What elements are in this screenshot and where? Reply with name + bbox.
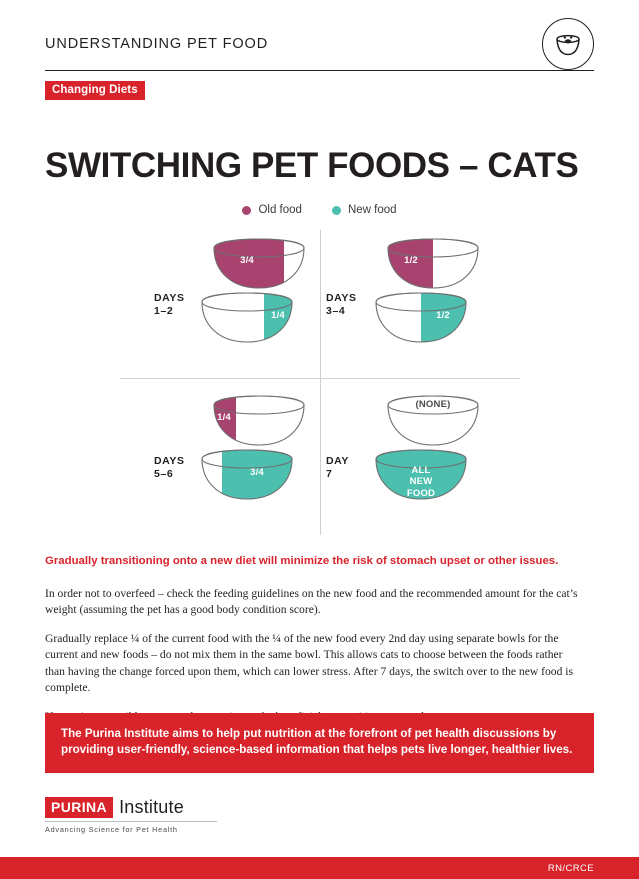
bowl-pair-days-5-6 <box>198 387 320 535</box>
day-label-1-2 <box>154 292 185 318</box>
page-title: UNDERSTANDING PET FOOD <box>45 36 269 52</box>
bowl-new-food <box>372 290 470 346</box>
chart-legend <box>0 204 639 216</box>
bowl-amount-label: ALL NEW FOOD <box>406 465 436 499</box>
bowl-amount-label: 1/2 <box>404 255 418 266</box>
quadrant-day-7 <box>320 387 520 535</box>
institute-wordmark: Institute <box>119 797 184 817</box>
footer-bar <box>0 857 639 879</box>
day-label-line1: DAYS <box>154 292 185 304</box>
purina-wordmark: PURINA <box>45 797 113 818</box>
bowl-new-food <box>198 447 296 503</box>
day-label-line1: DAYS <box>154 455 185 467</box>
bowl-old-food <box>384 236 482 292</box>
pet-bowl-circle-icon <box>542 18 594 70</box>
legend-label-old-food: Old food <box>258 204 302 216</box>
bowl-amount-label: 1/4 <box>271 310 285 321</box>
bowl-amount-label: (NONE) <box>415 399 451 410</box>
bowl-amount-label: 3/4 <box>240 255 254 266</box>
bowl-old-food <box>210 236 308 292</box>
body-paragraph-2: Gradually replace ¼ of the current food with the ¼ of the new food every 2nd day using separate bowls for the current and new foods – do not mix them in the same bowl. This allows cats to choose between the foods rather than having the change forced upon them, which can lower stress. After 7 days, the switch over to the new food is complete. <box>45 631 574 695</box>
footer-logo <box>45 797 217 834</box>
day-label-line2: 7 <box>326 468 333 481</box>
legend-label-new-food: New food <box>347 204 397 216</box>
footer-logo-row <box>45 797 217 818</box>
day-label-3-4 <box>326 292 357 318</box>
transition-diagram <box>120 230 520 535</box>
bowl-amount-label: 1/2 <box>436 310 450 321</box>
day-label-line2: 5–6 <box>154 468 174 481</box>
day-label-line2: 1–2 <box>154 305 174 318</box>
day-label-5-6 <box>154 455 185 481</box>
legend-dot-new-food <box>332 206 341 215</box>
body-paragraph-1: In order not to overfeed – check the feeding guidelines on the new food and the recommended amount for the cat’s weight (assuming the pet has a good body condition score). <box>45 587 578 617</box>
bowl-pair-day-7 <box>372 387 494 535</box>
legend-item-old-food <box>242 204 301 216</box>
bowl-empty <box>384 393 482 449</box>
bowl-new-food <box>198 290 296 346</box>
day-label-line1: DAYS <box>326 292 357 304</box>
page-header <box>45 18 594 70</box>
pet-bowl-glyph <box>555 33 582 57</box>
bowl-pair-days-1-2 <box>198 230 320 378</box>
callout-box: The Purina Institute aims to help put nutrition at the forefront of pet health discussions by providing user-friendly, science-based information that helps pets live longer, healthier lives. <box>45 713 594 773</box>
quadrant-days-3-4 <box>320 230 520 378</box>
quadrant-days-1-2 <box>120 230 320 378</box>
day-label-line1: DAY <box>326 455 350 467</box>
bowl-old-food <box>210 393 308 449</box>
day-label-line2: 3–4 <box>326 305 346 318</box>
day-label-7 <box>326 455 349 481</box>
diagram-divider-horizontal <box>120 378 520 379</box>
bowl-all-new-food <box>372 447 470 503</box>
legend-dot-old-food <box>242 206 251 215</box>
bowl-amount-label: 1/4 <box>217 412 231 423</box>
footer-tagline: Advancing Science for Pet Health <box>45 821 217 834</box>
footer-code: RN/CRCE <box>547 863 594 874</box>
bowl-amount-label: 3/4 <box>250 467 264 478</box>
lead-paragraph: Gradually transitioning onto a new diet will minimize the risk of stomach upset or other issues. <box>45 555 559 567</box>
quadrant-days-5-6 <box>120 387 320 535</box>
header-divider <box>45 70 594 71</box>
main-heading: SWITCHING PET FOODS – CATS <box>45 146 579 186</box>
bowl-pair-days-3-4 <box>372 230 494 378</box>
section-tag: Changing Diets <box>45 81 145 100</box>
legend-item-new-food <box>332 204 397 216</box>
